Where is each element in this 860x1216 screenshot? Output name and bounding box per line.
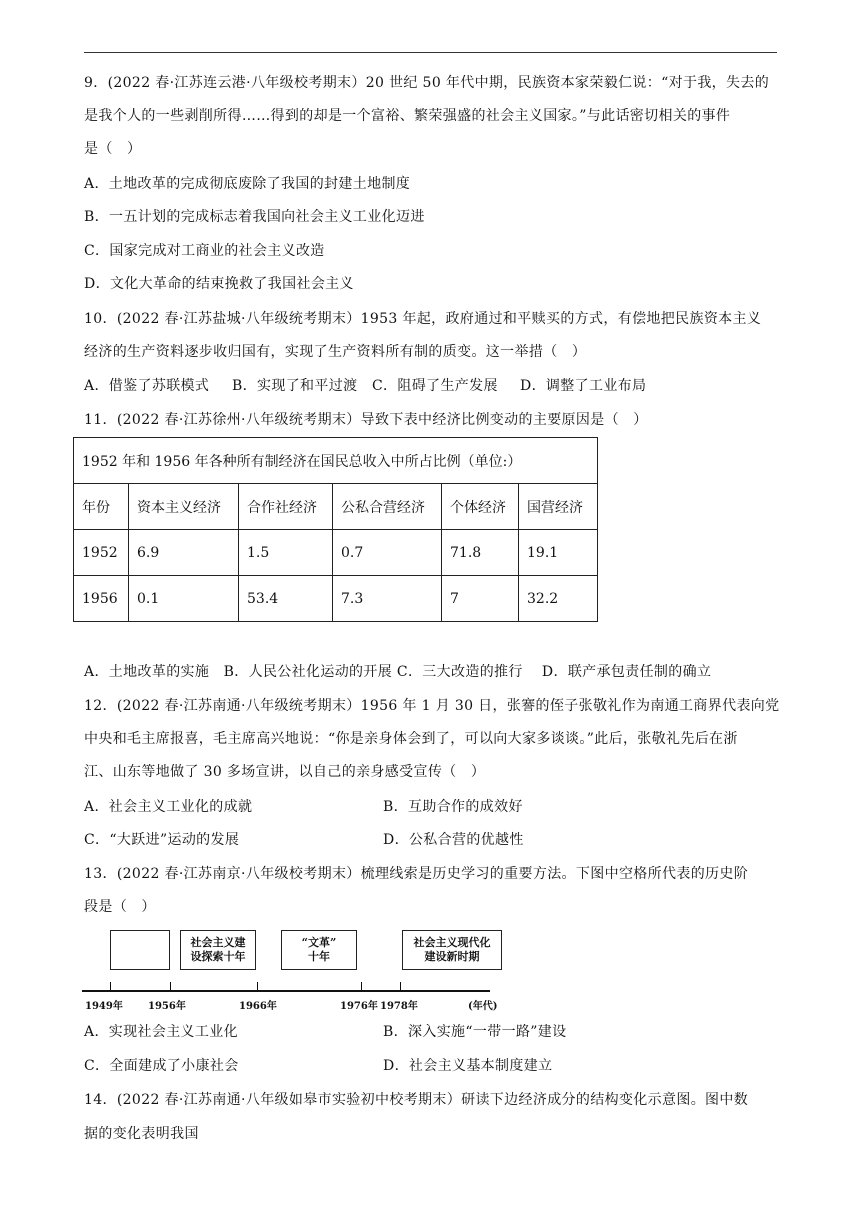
q10-options-row	[84, 376, 646, 396]
ownership-ratio-table	[73, 437, 598, 622]
table-cell: 1952	[74, 530, 129, 576]
table-cell: 53.4	[239, 576, 333, 622]
q12-stem-line2: 中央和毛主席报喜，毛主席高兴地说：“你是亲身体会到了，可以向大家多谈谈。”此后，张敬礼先后在浙	[84, 731, 738, 747]
timeline-box-label: 社会主义现代化	[413, 936, 491, 949]
history-timeline	[82, 930, 522, 1010]
timeline-box-label: 社会主义建	[190, 936, 246, 949]
q10-option-d[interactable]: D．调整了工业布局	[520, 378, 647, 394]
q13-option-c[interactable]: C．全面建成了小康社会	[84, 1058, 239, 1074]
q11-options[interactable]: A．土地改革的实施 B．人民公社化运动的开展 C．三大改造的推行 D．联产承包责任制的确立	[84, 664, 712, 680]
q12-option-a[interactable]: A．社会主义工业化的成就	[84, 799, 253, 815]
timeline-tick	[361, 982, 362, 990]
table-header: 资本主义经济	[129, 484, 239, 530]
timeline-year: 1966年	[239, 1001, 277, 1012]
table-cell: 71.8	[442, 530, 519, 576]
timeline-box-exploration	[180, 930, 256, 970]
table-header: 国营经济	[519, 484, 598, 530]
table-header: 个体经济	[442, 484, 519, 530]
table-header-row	[74, 484, 598, 530]
q9-stem-line3: 是（ ）	[84, 141, 142, 157]
q13-option-d[interactable]: D．社会主义基本制度建立	[383, 1058, 553, 1074]
timeline-tick	[400, 982, 401, 990]
timeline-blank-box	[110, 930, 170, 970]
q10-option-c[interactable]: C．阻碍了生产发展	[372, 378, 498, 394]
q10-stem-line1: 10．(2022 春·江苏盐城·八年级统考期末）1953 年起，政府通过和平赎买的方式，有偿地把民族资本主义	[84, 311, 762, 327]
q14-stem-line1: 14．(2022 春·江苏南通·八年级如皋市实验初中校考期末）研读下边经济成分的结构变化示意图。图中数	[84, 1092, 749, 1108]
q14-stem-line2: 据的变化表明我国	[84, 1126, 199, 1142]
table-caption-row	[74, 438, 598, 484]
timeline-box-cultural-revolution	[281, 930, 357, 970]
table-cell: 7	[442, 576, 519, 622]
timeline-box-modernization	[402, 930, 502, 970]
timeline-tick	[257, 982, 258, 990]
q12-stem-line1: 12．(2022 春·江苏南通·八年级统考期末）1956 年 1 月 30 日，张謇的侄子张敬礼作为南通工商界代表向党	[84, 698, 780, 714]
timeline-box-label: 建设新时期	[424, 950, 480, 963]
table-caption: 1952 年和 1956 年各种所有制经济在国民总收入中所占比例（单位:）	[74, 438, 598, 484]
table-header: 公私合营经济	[333, 484, 442, 530]
q13-stem-line2: 段是（ ）	[84, 899, 156, 915]
q13-option-b[interactable]: B．深入实施“一带一路”建设	[383, 1024, 567, 1040]
q10-option-b[interactable]: B．实现了和平过渡	[232, 378, 358, 394]
q12-option-c[interactable]: C．“大跃进”运动的发展	[84, 832, 240, 848]
table-cell: 0.7	[333, 530, 442, 576]
timeline-tick	[170, 982, 171, 990]
timeline-year: 1978年	[380, 1001, 418, 1012]
q12-option-d[interactable]: D．公私合营的优越性	[383, 832, 524, 848]
timeline-axis	[82, 990, 490, 992]
table-row	[74, 530, 598, 576]
table-header: 合作社经济	[239, 484, 333, 530]
table-cell: 7.3	[333, 576, 442, 622]
timeline-tick	[110, 982, 111, 990]
q11-stem: 11．(2022 春·江苏徐州·八年级统考期末）导致下表中经济比例变动的主要原因是（ ）	[84, 412, 648, 428]
q9-option-b[interactable]: B．一五计划的完成标志着我国向社会主义工业化迈进	[84, 209, 425, 225]
header-rule	[84, 52, 777, 53]
table-cell: 6.9	[129, 530, 239, 576]
table-cell: 32.2	[519, 576, 598, 622]
timeline-year: 1956年	[148, 1001, 186, 1012]
q12-option-b[interactable]: B．互助合作的成效好	[383, 799, 523, 815]
table-cell: 19.1	[519, 530, 598, 576]
q13-stem-line1: 13．(2022 春·江苏南京·八年级校考期末）梳理线索是历史学习的重要方法。下图中空格所代表的历史阶	[84, 866, 749, 882]
q10-stem-line2: 经济的生产资料逐步收归国有，实现了生产资料所有制的质变。这一举措（ ）	[84, 344, 587, 360]
q9-stem-line2: 是我个人的一些剥削所得……得到的却是一个富裕、繁荣强盛的社会主义国家。”与此话密切相关的事件	[84, 108, 731, 124]
table-cell: 1956	[74, 576, 129, 622]
timeline-year: 1976年	[340, 1001, 378, 1012]
timeline-box-label: 十年	[308, 950, 330, 963]
table-cell: 1.5	[239, 530, 333, 576]
q9-stem-line1: 9．(2022 春·江苏连云港·八年级校考期末）20 世纪 50 年代中期，民族资本家荣毅仁说：“对于我，失去的	[84, 75, 770, 91]
timeline-year: 1949年	[85, 1001, 123, 1012]
timeline-box-label: “文革”	[301, 936, 337, 949]
table-header: 年份	[74, 484, 129, 530]
q9-option-a[interactable]: A．土地改革的完成彻底废除了我国的封建土地制度	[84, 176, 411, 192]
timeline-box-label: 设探索十年	[190, 950, 246, 963]
table-cell: 0.1	[129, 576, 239, 622]
q13-option-a[interactable]: A．实现社会主义工业化	[84, 1024, 238, 1040]
q12-stem-line3: 江、山东等地做了 30 多场宣讲，以自己的亲身感受宣传（ ）	[84, 764, 486, 780]
q9-option-d[interactable]: D．文化大革命的结束挽救了我国社会主义	[84, 276, 354, 292]
q10-option-a[interactable]: A．借鉴了苏联模式	[84, 378, 210, 394]
timeline-axis-unit: (年代)	[468, 1001, 498, 1012]
q9-option-c[interactable]: C．国家完成对工商业的社会主义改造	[84, 243, 325, 259]
table-row	[74, 576, 598, 622]
